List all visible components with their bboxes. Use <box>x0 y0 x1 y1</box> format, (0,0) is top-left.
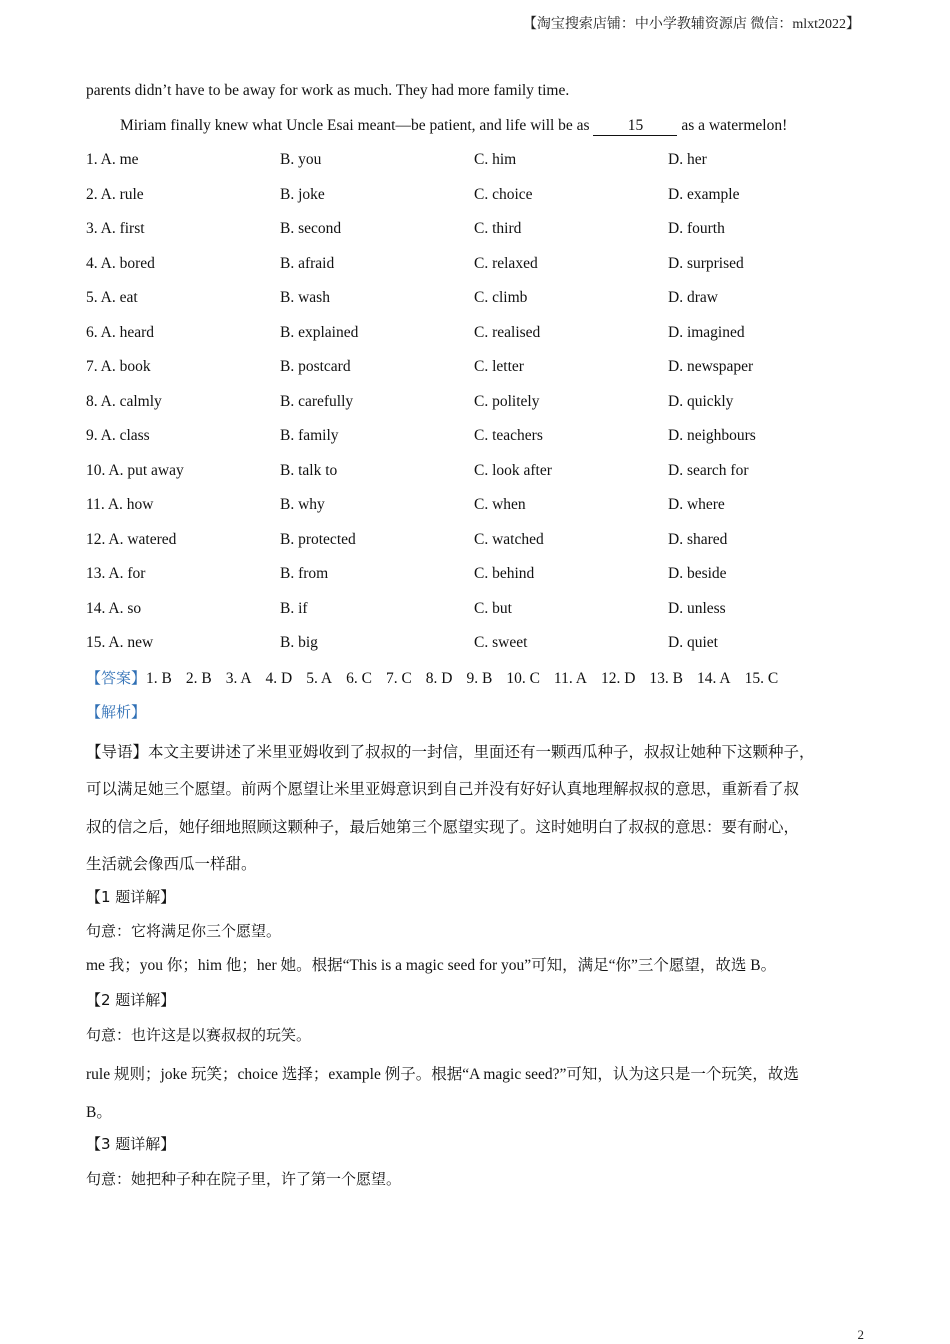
answer-item: 9. B <box>466 669 493 687</box>
option-c: C. him <box>474 151 517 168</box>
option-a: 13. A. for <box>86 565 146 582</box>
answer-item: 11. A <box>553 669 587 687</box>
option-b: B. family <box>280 427 339 444</box>
option-b: B. big <box>280 634 318 651</box>
option-a: 3. A. first <box>86 220 145 237</box>
final-sentence <box>86 113 866 148</box>
detail-q2 <box>86 987 866 1131</box>
option-a: 1. A. me <box>86 151 139 168</box>
answer-item: 4. D <box>265 669 293 687</box>
option-a: 10. A. put away <box>86 461 184 479</box>
answer-item: 6. C <box>346 669 372 687</box>
answer-item: 7. C <box>385 669 412 687</box>
option-c: C. choice <box>474 185 533 203</box>
option-a: 11. A. how <box>86 496 154 513</box>
option-d: D. draw <box>668 289 718 306</box>
option-d: D. neighbours <box>668 427 756 444</box>
option-a: 14. A. so <box>86 599 142 617</box>
option-d: D. surprised <box>668 254 744 272</box>
option-b: B. afraid <box>280 254 335 272</box>
option-d: D. her <box>668 151 707 168</box>
detail-q1 <box>86 884 866 988</box>
question-row <box>86 458 866 493</box>
guide-line: 可以满足她三个愿望。前两个愿望让米里亚姆意识到自己并没有好好认真地理解叔叔的意思，重新看了叔 <box>86 780 800 798</box>
question-row <box>86 423 866 458</box>
option-b: B. protected <box>280 530 356 548</box>
intro-line: parents didn’t have to be away for work as much. They had more family time. <box>86 82 570 99</box>
option-d: D. unless <box>668 599 726 617</box>
option-d: D. search for <box>668 461 749 479</box>
guide-line: 生活就会像西瓜一样甜。 <box>86 855 257 873</box>
answer-list <box>146 670 792 687</box>
option-d: D. example <box>668 185 740 203</box>
question-row <box>86 285 866 320</box>
answer-line <box>86 665 866 700</box>
option-d: D. shared <box>668 530 728 548</box>
detail-explanation-line: rule 规则；joke 玩笑；choice 选择；example 例子。根据“A magic seed?”可知，认为这只是一个玩笑，故选 <box>86 1066 799 1083</box>
analysis-tag: 【解析】 <box>86 703 147 721</box>
option-c: C. politely <box>474 392 540 410</box>
option-c: C. look after <box>474 461 552 479</box>
option-c: C. realised <box>474 323 541 341</box>
question-list <box>86 147 866 665</box>
option-a: 2. A. rule <box>86 185 144 203</box>
option-d: D. fourth <box>668 220 725 237</box>
option-d: D. quickly <box>668 392 734 410</box>
question-row <box>86 251 866 286</box>
option-a: 12. A. watered <box>86 530 177 548</box>
option-a: 9. A. class <box>86 427 150 444</box>
option-d: D. imagined <box>668 323 745 341</box>
option-b: B. wash <box>280 289 330 306</box>
answer-item: 10. C <box>506 669 540 687</box>
answer-item: 13. B <box>649 669 683 687</box>
answer-item: 3. A <box>225 669 252 687</box>
question-row <box>86 389 866 424</box>
answer-item: 15. C <box>744 669 779 687</box>
answer-item: 1. B <box>146 669 172 687</box>
detail-explanation: me 我；you 你；him 他；her 她。根据“This is a magic seed for you”可知，满足“你”三个愿望，故选 B。 <box>86 956 777 974</box>
answer-item: 2. B <box>185 669 212 687</box>
detail-title: 【1 题详解】 <box>86 887 176 906</box>
question-row <box>86 354 866 389</box>
option-b: B. carefully <box>280 392 354 410</box>
option-d: D. where <box>668 496 725 513</box>
detail-q3 <box>86 1131 866 1200</box>
detail-explanation <box>86 1056 866 1131</box>
option-a: 6. A. heard <box>86 323 155 341</box>
option-a: 15. A. new <box>86 634 154 651</box>
option-c: C. sweet <box>474 634 528 651</box>
option-a: 7. A. book <box>86 358 151 375</box>
blank-15: 15 <box>593 117 677 136</box>
option-b: B. why <box>280 496 325 513</box>
option-c: C. but <box>474 599 512 617</box>
answer-item: 12. D <box>600 669 636 687</box>
question-row <box>86 630 866 665</box>
option-b: B. explained <box>280 323 359 341</box>
option-a: 5. A. eat <box>86 289 138 306</box>
final-sentence-before: Miriam finally knew what Uncle Esai meant—be patient, and life will be as <box>120 116 590 134</box>
guide-line: 【导语】本文主要讲述了米里亚姆收到了叔叔的一封信，里面还有一颗西瓜种子，叔叔让她种下这颗种子， <box>86 742 815 761</box>
option-c: C. behind <box>474 565 535 582</box>
answer-item: 8. D <box>425 669 453 687</box>
option-d: D. quiet <box>668 634 718 651</box>
guide-line: 叔的信之后，她仔细地照顾这颗种子，最后她第三个愿望实现了。这时她明白了叔叔的意思：要有耐心， <box>86 817 800 836</box>
question-row <box>86 182 866 217</box>
option-b: B. you <box>280 151 322 168</box>
option-b: B. joke <box>280 185 325 203</box>
detail-meaning: 句意：它将满足你三个愿望。 <box>86 922 282 940</box>
option-d: D. beside <box>668 565 727 582</box>
question-row <box>86 527 866 562</box>
question-row <box>86 561 866 596</box>
question-row <box>86 492 866 527</box>
detail-title: 【2 题详解】 <box>86 991 176 1009</box>
answer-item: 5. A <box>306 669 333 687</box>
option-b: B. from <box>280 565 329 582</box>
option-b: B. talk to <box>280 461 338 479</box>
option-c: C. climb <box>474 289 528 306</box>
option-c: C. teachers <box>474 427 543 444</box>
guide-paragraph <box>86 734 866 884</box>
option-c: C. relaxed <box>474 254 538 272</box>
option-b: B. second <box>280 220 342 237</box>
question-row <box>86 320 866 355</box>
detail-meaning: 句意：也许这是以赛叔叔的玩笑。 <box>86 1025 312 1044</box>
option-c: C. watched <box>474 530 544 548</box>
option-c: C. third <box>474 220 522 237</box>
option-b: B. postcard <box>280 358 351 375</box>
option-b: B. if <box>280 599 308 617</box>
detail-title: 【3 题详解】 <box>86 1135 176 1153</box>
final-sentence-after: as a watermelon! <box>681 116 788 134</box>
answer-item: 14. A <box>696 669 731 687</box>
question-row <box>86 596 866 631</box>
page-number: 2 <box>857 1327 864 1342</box>
option-a: 4. A. bored <box>86 254 155 272</box>
question-row <box>86 147 866 182</box>
option-c: C. letter <box>474 358 524 375</box>
question-row <box>86 216 866 251</box>
detail-meaning: 句意：她把种子种在院子里，许了第一个愿望。 <box>86 1169 402 1188</box>
page-header: 【淘宝搜索店铺：中小学教辅资源店 微信：mlxt2022】 <box>522 17 860 32</box>
option-d: D. newspaper <box>668 358 754 375</box>
option-a: 8. A. calmly <box>86 392 162 410</box>
document-body <box>86 78 866 1200</box>
option-c: C. when <box>474 496 526 513</box>
answer-tag: 【答案】 <box>86 668 147 687</box>
detail-explanation-line: B。 <box>86 1103 112 1121</box>
